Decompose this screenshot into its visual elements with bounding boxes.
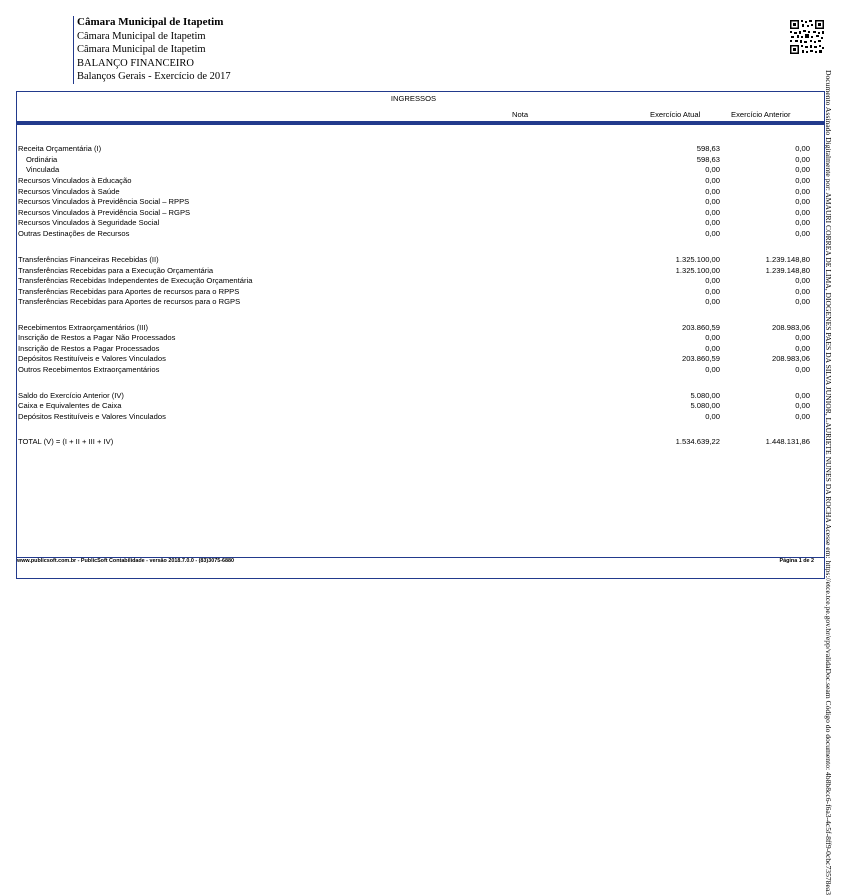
row-value-exercicio-atual: 1.325.100,00 xyxy=(675,255,720,264)
row-value-exercicio-anterior: 0,00 xyxy=(795,144,810,153)
row-value-exercicio-anterior: 1.239.148,80 xyxy=(765,266,810,275)
table-row xyxy=(18,266,818,276)
table-row xyxy=(18,218,818,228)
row-value-exercicio-atual: 598,63 xyxy=(696,144,720,153)
row-value-exercicio-anterior: 0,00 xyxy=(795,197,810,206)
column-header-exercicio-anterior: Exercício Anterior xyxy=(731,110,791,119)
digital-signature-note: Documento Assinado Digitalmente por: AMAURI CORREA DE LIMA, DIOGENES PAES DA SILVA JUNIOR, LAURIETE NUNES DA ROCHA Acesse em: https://etce.tce.pe.gov.br/epp/validaDoc.seam Código do documento: 4b8b8cc6-f6a3-4c5f-8ff9-0cbc73578ea3 xyxy=(824,70,833,895)
footer-page-number: Página 1 de 2 xyxy=(779,558,814,564)
table-row xyxy=(18,297,818,307)
row-value-exercicio-anterior: 0,00 xyxy=(795,344,810,353)
row-value-exercicio-atual: 0,00 xyxy=(705,229,720,238)
row-label: Transferências Recebidas para Aportes de recursos para o RPPS xyxy=(18,287,240,296)
row-label: Recursos Vinculados à Previdência Social – RGPS xyxy=(18,208,191,217)
table-row xyxy=(18,333,818,343)
row-value-exercicio-anterior: 0,00 xyxy=(795,187,810,196)
row-label: Recursos Vinculados à Educação xyxy=(18,176,132,185)
row-label: Transferências Recebidas para a Execução Orçamentária xyxy=(18,266,214,275)
row-label: Recursos Vinculados à Seguridade Social xyxy=(18,218,160,227)
table-row xyxy=(18,155,818,165)
entity-subtitle-2: Câmara Municipal de Itapetim xyxy=(77,44,206,55)
row-label: Depósitos Restituíveis e Valores Vinculados xyxy=(18,412,166,421)
row-value-exercicio-anterior: 0,00 xyxy=(795,208,810,217)
row-value-exercicio-anterior: 1.448.131,86 xyxy=(765,437,810,446)
row-value-exercicio-atual: 0,00 xyxy=(705,165,720,174)
footer-software-info: www.publicsoft.com.br - PublicSoft Contabilidade - versão 2018.7.0.0 - (83)3075-6880 xyxy=(17,558,234,564)
row-value-exercicio-atual: 0,00 xyxy=(705,344,720,353)
row-label: Depósitos Restituíveis e Valores Vinculados xyxy=(18,354,166,363)
row-value-exercicio-atual: 0,00 xyxy=(705,176,720,185)
table-row xyxy=(18,176,818,186)
row-value-exercicio-anterior: 0,00 xyxy=(795,155,810,164)
table-row xyxy=(18,344,818,354)
row-value-exercicio-atual: 0,00 xyxy=(705,412,720,421)
table-row xyxy=(18,323,818,333)
row-value-exercicio-atual: 5.080,00 xyxy=(690,391,720,400)
row-value-exercicio-atual: 0,00 xyxy=(705,297,720,306)
column-header-nota: Nota xyxy=(512,110,529,119)
table-row xyxy=(18,197,818,207)
table-row xyxy=(18,287,818,297)
row-value-exercicio-atual: 0,00 xyxy=(705,208,720,217)
entity-subtitle-1: Câmara Municipal de Itapetim xyxy=(77,30,206,42)
row-value-exercicio-anterior: 0,00 xyxy=(795,365,810,374)
row-label: Transferências Recebidas para Aportes de recursos para o RGPS xyxy=(18,297,241,306)
row-label: Ordinária xyxy=(26,155,58,164)
report-title: BALANÇO FINANCEIRO xyxy=(77,57,194,69)
table-row xyxy=(18,412,818,422)
row-value-exercicio-anterior: 0,00 xyxy=(795,333,810,342)
table-row xyxy=(18,365,818,375)
row-label: Recebimentos Extraorçamentários (III) xyxy=(18,323,148,332)
row-label: Saldo do Exercício Anterior (IV) xyxy=(18,391,124,400)
row-value-exercicio-atual: 0,00 xyxy=(705,218,720,227)
qr-code-icon xyxy=(789,19,825,55)
table-row xyxy=(18,144,818,154)
column-header-exercicio-atual: Exercício Atual xyxy=(650,110,701,119)
row-value-exercicio-anterior: 0,00 xyxy=(795,176,810,185)
row-value-exercicio-atual: 5.080,00 xyxy=(690,401,720,410)
row-value-exercicio-atual: 203.860,59 xyxy=(681,354,720,363)
row-value-exercicio-anterior: 0,00 xyxy=(795,218,810,227)
row-value-exercicio-anterior: 0,00 xyxy=(795,229,810,238)
row-value-exercicio-anterior: 208.983,06 xyxy=(771,354,810,363)
row-label: Caixa e Equivalentes de Caixa xyxy=(18,401,122,410)
row-label: Transferências Recebidas Independentes de Execução Orçamentária xyxy=(18,276,253,285)
table-row xyxy=(18,276,818,286)
document-header xyxy=(73,16,377,84)
row-value-exercicio-atual: 0,00 xyxy=(705,333,720,342)
table-row xyxy=(18,229,818,239)
row-value-exercicio-anterior: 1.239.148,80 xyxy=(765,255,810,264)
row-value-exercicio-atual: 0,00 xyxy=(705,365,720,374)
row-label: Vinculada xyxy=(26,165,60,174)
row-value-exercicio-anterior: 0,00 xyxy=(795,165,810,174)
table-row xyxy=(18,401,818,411)
row-label: TOTAL (V) = (I + II + III + IV) xyxy=(18,437,114,446)
row-value-exercicio-anterior: 0,00 xyxy=(795,297,810,306)
row-label: Outros Recebimentos Extraorçamentários xyxy=(18,365,160,374)
header-divider-bar xyxy=(16,121,824,125)
row-value-exercicio-atual: 1.325.100,00 xyxy=(675,266,720,275)
table-row xyxy=(18,255,818,265)
row-value-exercicio-anterior: 0,00 xyxy=(795,287,810,296)
row-label: Recursos Vinculados à Previdência Social – RPPS xyxy=(18,197,190,206)
row-value-exercicio-anterior: 0,00 xyxy=(795,391,810,400)
row-value-exercicio-atual: 0,00 xyxy=(705,187,720,196)
row-value-exercicio-atual: 0,00 xyxy=(705,276,720,285)
row-value-exercicio-anterior: 0,00 xyxy=(795,401,810,410)
row-label: Transferências Financeiras Recebidas (II) xyxy=(18,255,159,264)
row-label: Inscrição de Restos a Pagar Processados xyxy=(18,344,160,353)
row-label: Outras Destinações de Recursos xyxy=(18,229,130,238)
table-row xyxy=(18,187,818,197)
row-label: Receita Orçamentária (I) xyxy=(18,144,102,153)
row-value-exercicio-atual: 598,63 xyxy=(696,155,720,164)
table-row xyxy=(18,437,818,447)
row-value-exercicio-atual: 1.534.639,22 xyxy=(675,437,720,446)
row-value-exercicio-anterior: 0,00 xyxy=(795,412,810,421)
row-value-exercicio-anterior: 0,00 xyxy=(795,276,810,285)
table-row xyxy=(18,208,818,218)
report-subtitle: Balanços Gerais - Exercício de 2017 xyxy=(77,71,231,82)
row-value-exercicio-atual: 0,00 xyxy=(705,197,720,206)
table-row xyxy=(18,391,818,401)
row-value-exercicio-anterior: 208.983,06 xyxy=(771,323,810,332)
row-value-exercicio-atual: 203.860,59 xyxy=(681,323,720,332)
table-row xyxy=(18,354,818,364)
section-title: INGRESSOS xyxy=(390,94,437,103)
row-label: Inscrição de Restos a Pagar Não Processados xyxy=(18,333,176,342)
row-value-exercicio-atual: 0,00 xyxy=(705,287,720,296)
entity-name: Câmara Municipal de Itapetim xyxy=(77,16,224,28)
row-label: Recursos Vinculados à Saúde xyxy=(18,187,120,196)
table-row xyxy=(18,165,818,175)
